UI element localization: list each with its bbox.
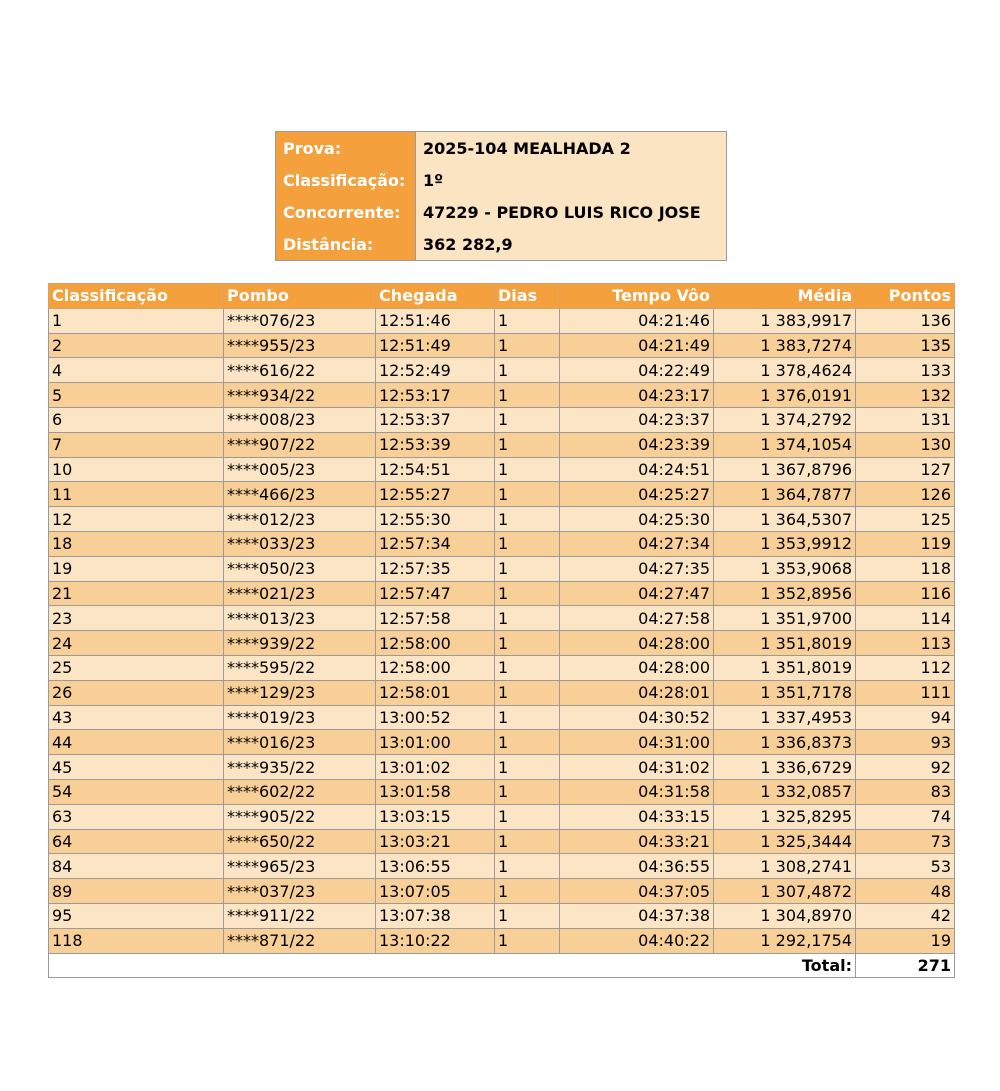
- table-header-row: [49, 284, 955, 309]
- cell-tempo-voo: 04:28:00: [560, 655, 714, 680]
- cell-media: 1 351,9700: [714, 606, 856, 631]
- cell-pontos: 111: [856, 680, 955, 705]
- cell-pontos: 112: [856, 655, 955, 680]
- table-row: [49, 457, 955, 482]
- cell-media: 1 332,0857: [714, 779, 856, 804]
- cell-classificacao: 89: [49, 879, 224, 904]
- cell-pontos: 94: [856, 705, 955, 730]
- cell-chegada: 12:52:49: [376, 358, 495, 383]
- cell-pombo: ****871/22: [224, 928, 376, 953]
- cell-media: 1 374,2792: [714, 407, 856, 432]
- header-dias: Dias: [495, 284, 560, 309]
- cell-dias: 1: [495, 333, 560, 358]
- cell-dias: 1: [495, 755, 560, 780]
- table-row: [49, 705, 955, 730]
- cell-classificacao: 63: [49, 804, 224, 829]
- table-row: [49, 680, 955, 705]
- distancia-value: 362 282,9: [416, 228, 727, 261]
- cell-tempo-voo: 04:36:55: [560, 854, 714, 879]
- table-row: [49, 928, 955, 953]
- cell-dias: 1: [495, 829, 560, 854]
- cell-classificacao: 54: [49, 779, 224, 804]
- cell-classificacao: 19: [49, 556, 224, 581]
- table-row: [49, 358, 955, 383]
- cell-dias: 1: [495, 358, 560, 383]
- cell-dias: 1: [495, 457, 560, 482]
- cell-dias: 1: [495, 680, 560, 705]
- cell-pombo: ****016/23: [224, 730, 376, 755]
- cell-pombo: ****935/22: [224, 755, 376, 780]
- table-row: [49, 655, 955, 680]
- cell-pombo: ****013/23: [224, 606, 376, 631]
- total-row: [49, 953, 955, 978]
- prova-label: Prova:: [276, 132, 416, 165]
- cell-pombo: ****934/22: [224, 383, 376, 408]
- cell-media: 1 364,5307: [714, 507, 856, 532]
- cell-chegada: 12:53:37: [376, 407, 495, 432]
- cell-dias: 1: [495, 928, 560, 953]
- cell-chegada: 13:07:38: [376, 903, 495, 928]
- cell-classificacao: 21: [49, 581, 224, 606]
- cell-dias: 1: [495, 581, 560, 606]
- cell-pontos: 130: [856, 432, 955, 457]
- cell-chegada: 12:55:27: [376, 482, 495, 507]
- cell-media: 1 325,8295: [714, 804, 856, 829]
- cell-pombo: ****650/22: [224, 829, 376, 854]
- cell-media: 1 351,8019: [714, 655, 856, 680]
- classificacao-label: Classificação:: [276, 164, 416, 196]
- table-row: [49, 879, 955, 904]
- cell-chegada: 12:53:17: [376, 383, 495, 408]
- cell-tempo-voo: 04:33:21: [560, 829, 714, 854]
- cell-dias: 1: [495, 779, 560, 804]
- cell-pombo: ****050/23: [224, 556, 376, 581]
- table-row: [49, 407, 955, 432]
- cell-dias: 1: [495, 730, 560, 755]
- cell-pontos: 119: [856, 531, 955, 556]
- cell-chegada: 12:53:39: [376, 432, 495, 457]
- cell-chegada: 12:57:34: [376, 531, 495, 556]
- table-row: [49, 531, 955, 556]
- cell-classificacao: 4: [49, 358, 224, 383]
- info-row-prova: [276, 132, 727, 165]
- cell-chegada: 13:01:00: [376, 730, 495, 755]
- cell-pontos: 19: [856, 928, 955, 953]
- cell-classificacao: 10: [49, 457, 224, 482]
- cell-pontos: 53: [856, 854, 955, 879]
- cell-pontos: 83: [856, 779, 955, 804]
- table-row: [49, 383, 955, 408]
- cell-dias: 1: [495, 308, 560, 333]
- cell-pontos: 93: [856, 730, 955, 755]
- cell-dias: 1: [495, 631, 560, 656]
- cell-media: 1 378,4624: [714, 358, 856, 383]
- cell-classificacao: 118: [49, 928, 224, 953]
- cell-tempo-voo: 04:23:39: [560, 432, 714, 457]
- cell-chegada: 12:54:51: [376, 457, 495, 482]
- cell-dias: 1: [495, 432, 560, 457]
- prova-value: 2025-104 MEALHADA 2: [416, 132, 727, 165]
- cell-chegada: 12:51:46: [376, 308, 495, 333]
- cell-classificacao: 18: [49, 531, 224, 556]
- cell-tempo-voo: 04:25:27: [560, 482, 714, 507]
- cell-tempo-voo: 04:30:52: [560, 705, 714, 730]
- table-row: [49, 432, 955, 457]
- cell-tempo-voo: 04:27:34: [560, 531, 714, 556]
- cell-chegada: 12:55:30: [376, 507, 495, 532]
- cell-media: 1 376,0191: [714, 383, 856, 408]
- cell-pontos: 126: [856, 482, 955, 507]
- cell-classificacao: 2: [49, 333, 224, 358]
- table-row: [49, 333, 955, 358]
- cell-pombo: ****939/22: [224, 631, 376, 656]
- cell-classificacao: 5: [49, 383, 224, 408]
- cell-pombo: ****602/22: [224, 779, 376, 804]
- cell-tempo-voo: 04:28:01: [560, 680, 714, 705]
- cell-tempo-voo: 04:27:47: [560, 581, 714, 606]
- cell-pombo: ****021/23: [224, 581, 376, 606]
- cell-tempo-voo: 04:31:00: [560, 730, 714, 755]
- cell-media: 1 353,9068: [714, 556, 856, 581]
- cell-pombo: ****012/23: [224, 507, 376, 532]
- cell-pombo: ****905/22: [224, 804, 376, 829]
- cell-media: 1 351,7178: [714, 680, 856, 705]
- cell-pombo: ****008/23: [224, 407, 376, 432]
- header-chegada: Chegada: [376, 284, 495, 309]
- cell-chegada: 13:01:02: [376, 755, 495, 780]
- cell-pombo: ****076/23: [224, 308, 376, 333]
- cell-media: 1 325,3444: [714, 829, 856, 854]
- cell-chegada: 12:57:58: [376, 606, 495, 631]
- table-row: [49, 482, 955, 507]
- cell-pontos: 73: [856, 829, 955, 854]
- cell-pontos: 48: [856, 879, 955, 904]
- table-row: [49, 854, 955, 879]
- cell-pombo: ****595/22: [224, 655, 376, 680]
- table-row: [49, 581, 955, 606]
- cell-classificacao: 43: [49, 705, 224, 730]
- header-pombo: Pombo: [224, 284, 376, 309]
- cell-pontos: 118: [856, 556, 955, 581]
- cell-classificacao: 11: [49, 482, 224, 507]
- cell-media: 1 351,8019: [714, 631, 856, 656]
- cell-media: 1 336,8373: [714, 730, 856, 755]
- cell-classificacao: 84: [49, 854, 224, 879]
- cell-chegada: 12:51:49: [376, 333, 495, 358]
- cell-pombo: ****019/23: [224, 705, 376, 730]
- cell-media: 1 367,8796: [714, 457, 856, 482]
- cell-pombo: ****965/23: [224, 854, 376, 879]
- table-row: [49, 779, 955, 804]
- cell-classificacao: 1: [49, 308, 224, 333]
- cell-dias: 1: [495, 531, 560, 556]
- cell-pombo: ****955/23: [224, 333, 376, 358]
- cell-tempo-voo: 04:27:58: [560, 606, 714, 631]
- cell-media: 1 337,4953: [714, 705, 856, 730]
- header-pontos: Pontos: [856, 284, 955, 309]
- concorrente-value: 47229 - PEDRO LUIS RICO JOSE: [416, 196, 727, 228]
- table-row: [49, 730, 955, 755]
- cell-classificacao: 12: [49, 507, 224, 532]
- cell-pontos: 113: [856, 631, 955, 656]
- header-tempo-voo: Tempo Vôo: [560, 284, 714, 309]
- cell-pontos: 132: [856, 383, 955, 408]
- table-row: [49, 755, 955, 780]
- results-table: [48, 283, 955, 978]
- cell-pombo: ****037/23: [224, 879, 376, 904]
- cell-tempo-voo: 04:21:46: [560, 308, 714, 333]
- header-classificacao: Classificação: [49, 284, 224, 309]
- table-row: [49, 804, 955, 829]
- cell-classificacao: 95: [49, 903, 224, 928]
- cell-pontos: 114: [856, 606, 955, 631]
- cell-chegada: 12:57:35: [376, 556, 495, 581]
- cell-classificacao: 6: [49, 407, 224, 432]
- cell-classificacao: 24: [49, 631, 224, 656]
- cell-pombo: ****129/23: [224, 680, 376, 705]
- cell-media: 1 364,7877: [714, 482, 856, 507]
- cell-chegada: 12:57:47: [376, 581, 495, 606]
- cell-tempo-voo: 04:23:17: [560, 383, 714, 408]
- cell-media: 1 292,1754: [714, 928, 856, 953]
- cell-media: 1 383,7274: [714, 333, 856, 358]
- cell-dias: 1: [495, 507, 560, 532]
- cell-media: 1 374,1054: [714, 432, 856, 457]
- classificacao-value: 1º: [416, 164, 727, 196]
- cell-pombo: ****616/22: [224, 358, 376, 383]
- cell-tempo-voo: 04:37:38: [560, 903, 714, 928]
- table-row: [49, 556, 955, 581]
- cell-media: 1 353,9912: [714, 531, 856, 556]
- cell-tempo-voo: 04:22:49: [560, 358, 714, 383]
- cell-tempo-voo: 04:37:05: [560, 879, 714, 904]
- table-row: [49, 829, 955, 854]
- cell-pontos: 74: [856, 804, 955, 829]
- cell-dias: 1: [495, 383, 560, 408]
- cell-classificacao: 45: [49, 755, 224, 780]
- cell-chegada: 12:58:00: [376, 631, 495, 656]
- cell-classificacao: 64: [49, 829, 224, 854]
- cell-pombo: ****907/22: [224, 432, 376, 457]
- distancia-label: Distância:: [276, 228, 416, 261]
- cell-classificacao: 25: [49, 655, 224, 680]
- cell-chegada: 13:03:21: [376, 829, 495, 854]
- cell-dias: 1: [495, 606, 560, 631]
- cell-tempo-voo: 04:31:02: [560, 755, 714, 780]
- cell-pontos: 131: [856, 407, 955, 432]
- cell-chegada: 13:01:58: [376, 779, 495, 804]
- cell-pombo: ****005/23: [224, 457, 376, 482]
- cell-media: 1 336,6729: [714, 755, 856, 780]
- total-value: 271: [856, 953, 955, 978]
- total-label: Total:: [49, 953, 856, 978]
- cell-dias: 1: [495, 482, 560, 507]
- cell-media: 1 308,2741: [714, 854, 856, 879]
- race-info-box: [275, 131, 727, 261]
- cell-media: 1 304,8970: [714, 903, 856, 928]
- table-row: [49, 903, 955, 928]
- cell-chegada: 12:58:01: [376, 680, 495, 705]
- cell-dias: 1: [495, 556, 560, 581]
- cell-classificacao: 7: [49, 432, 224, 457]
- cell-dias: 1: [495, 854, 560, 879]
- cell-classificacao: 23: [49, 606, 224, 631]
- cell-chegada: 13:03:15: [376, 804, 495, 829]
- cell-tempo-voo: 04:25:30: [560, 507, 714, 532]
- cell-tempo-voo: 04:21:49: [560, 333, 714, 358]
- cell-media: 1 352,8956: [714, 581, 856, 606]
- info-row-concorrente: [276, 196, 727, 228]
- cell-pontos: 135: [856, 333, 955, 358]
- table-row: [49, 606, 955, 631]
- results-body: [49, 308, 955, 953]
- cell-pontos: 133: [856, 358, 955, 383]
- cell-pontos: 136: [856, 308, 955, 333]
- cell-pontos: 92: [856, 755, 955, 780]
- cell-pombo: ****911/22: [224, 903, 376, 928]
- table-row: [49, 631, 955, 656]
- info-row-classificacao: [276, 164, 727, 196]
- cell-classificacao: 26: [49, 680, 224, 705]
- table-row: [49, 308, 955, 333]
- cell-dias: 1: [495, 903, 560, 928]
- cell-pontos: 116: [856, 581, 955, 606]
- cell-dias: 1: [495, 705, 560, 730]
- cell-tempo-voo: 04:24:51: [560, 457, 714, 482]
- cell-tempo-voo: 04:33:15: [560, 804, 714, 829]
- cell-media: 1 383,9917: [714, 308, 856, 333]
- cell-chegada: 13:00:52: [376, 705, 495, 730]
- concorrente-label: Concorrente:: [276, 196, 416, 228]
- table-row: [49, 507, 955, 532]
- cell-pontos: 42: [856, 903, 955, 928]
- cell-pombo: ****033/23: [224, 531, 376, 556]
- cell-dias: 1: [495, 804, 560, 829]
- cell-tempo-voo: 04:31:58: [560, 779, 714, 804]
- header-media: Média: [714, 284, 856, 309]
- cell-dias: 1: [495, 407, 560, 432]
- cell-tempo-voo: 04:28:00: [560, 631, 714, 656]
- cell-tempo-voo: 04:23:37: [560, 407, 714, 432]
- cell-pontos: 127: [856, 457, 955, 482]
- cell-chegada: 13:10:22: [376, 928, 495, 953]
- cell-pontos: 125: [856, 507, 955, 532]
- cell-chegada: 13:07:05: [376, 879, 495, 904]
- cell-pombo: ****466/23: [224, 482, 376, 507]
- cell-chegada: 12:58:00: [376, 655, 495, 680]
- cell-tempo-voo: 04:40:22: [560, 928, 714, 953]
- cell-dias: 1: [495, 879, 560, 904]
- cell-chegada: 13:06:55: [376, 854, 495, 879]
- cell-tempo-voo: 04:27:35: [560, 556, 714, 581]
- cell-media: 1 307,4872: [714, 879, 856, 904]
- cell-classificacao: 44: [49, 730, 224, 755]
- cell-dias: 1: [495, 655, 560, 680]
- info-row-distancia: [276, 228, 727, 261]
